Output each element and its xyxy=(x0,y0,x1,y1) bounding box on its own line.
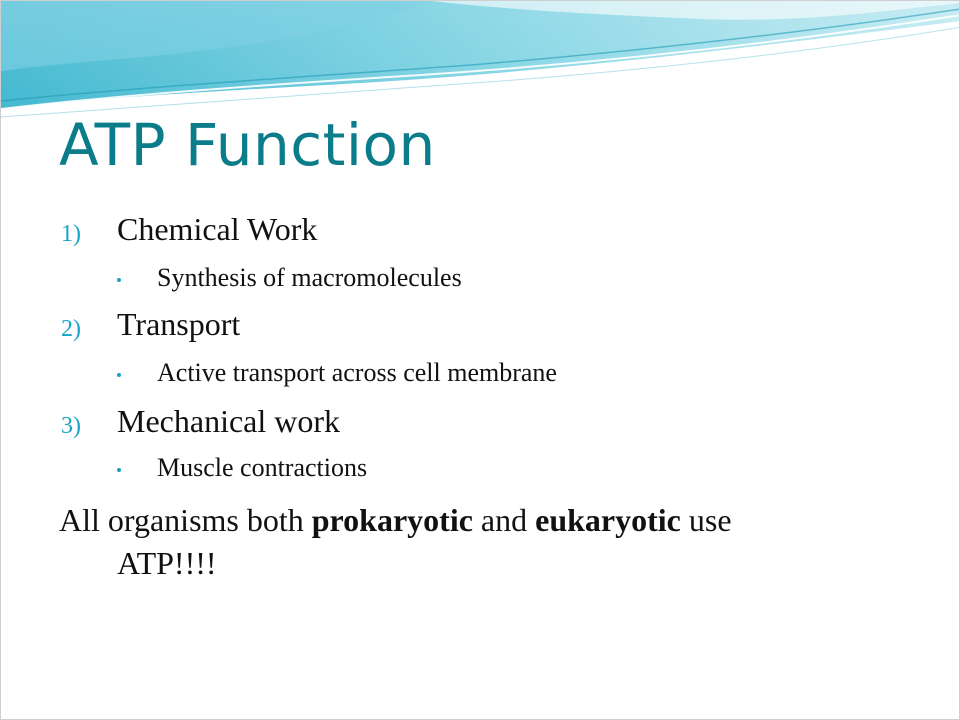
list-number-2: 2) xyxy=(61,316,81,342)
sub-item-muscle-contractions: Muscle contractions xyxy=(157,453,368,482)
slide-body xyxy=(1,1,960,720)
list-number-1: 1) xyxy=(61,221,81,247)
closing-statement xyxy=(59,499,899,585)
sub-item-synthesis: Synthesis of macromolecules xyxy=(157,263,462,292)
slide-title: ATP Function xyxy=(59,111,436,179)
list-number-3: 3) xyxy=(61,413,81,439)
closing-bold-eukaryotic: eukaryotic xyxy=(535,502,681,538)
bullet-dot-icon xyxy=(117,468,121,472)
closing-text-1: All organisms both xyxy=(59,502,312,538)
closing-bold-prokaryotic: prokaryotic xyxy=(311,502,473,538)
closing-line-2: ATP!!!! xyxy=(117,545,217,581)
bullet-dot-icon xyxy=(117,373,121,377)
list-item-chemical-work: Chemical Work xyxy=(117,211,318,247)
closing-text-3: use xyxy=(680,502,732,538)
list-item-mechanical-work: Mechanical work xyxy=(117,403,341,439)
sub-item-active-transport: Active transport across cell membrane xyxy=(157,358,557,387)
bullet-dot-icon xyxy=(117,278,121,282)
list-item-transport: Transport xyxy=(117,306,241,342)
closing-text-2: and xyxy=(472,502,536,538)
